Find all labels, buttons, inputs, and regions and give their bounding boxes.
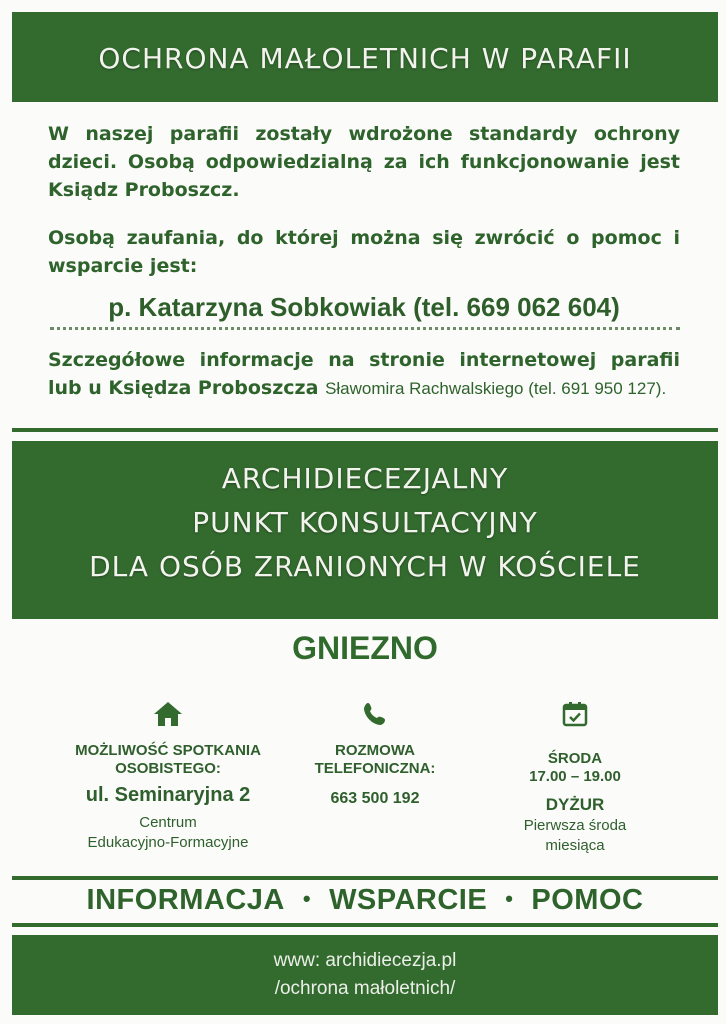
tagline-information: INFORMACJA <box>86 884 285 916</box>
trusted-person-contact: p. Katarzyna Sobkowiak (tel. 669 062 604) <box>108 292 620 322</box>
footer-website[interactable]: www: archidiecezja.pl <box>273 950 457 971</box>
meeting-place-line-2: Edukacyjno-Formacyjne <box>87 834 249 851</box>
section2-title-line-3: DLA OSÓB ZRANIONYCH W KOŚCIELE <box>89 550 641 583</box>
section2-title-line-1: ARCHIDIECEZJALNY <box>221 462 509 495</box>
tagline-separator: • <box>302 886 312 911</box>
footer-path: /ochrona małoletnich/ <box>274 978 456 999</box>
meeting-place-line-1: Centrum <box>139 814 197 831</box>
tagline-support: WSPARCIE <box>329 884 488 916</box>
meeting-column <box>52 700 284 853</box>
details-pastor-text: Sławomira Rachwalskiego (tel. 691 950 127). <box>325 379 667 398</box>
paragraph-details <box>48 346 680 403</box>
meeting-caption-line-2: OSOBISTEGO: <box>115 760 221 777</box>
duty-day: ŚRODA <box>547 750 603 767</box>
meeting-caption-line-1: MOŻLIWOŚĆ SPOTKANIA <box>75 742 261 759</box>
home-icon <box>152 700 184 728</box>
meeting-address: ul. Seminaryjna 2 <box>85 784 251 806</box>
paragraph-trusted-person: Osobą zaufania, do której można się zwrócić o pomoc i wsparcie jest: <box>48 227 680 277</box>
phone-icon <box>361 700 389 728</box>
details-bold-text: Szczegółowe informacje na stronie internetowej parafii lub u Księdza Proboszcza <box>48 349 680 399</box>
tagline <box>12 884 718 917</box>
phone-column <box>300 700 450 808</box>
duty-column <box>495 700 655 856</box>
tagline-bottom-rule <box>12 923 718 927</box>
duty-hours: 17.00 – 19.00 <box>529 768 621 785</box>
tagline-help: POMOC <box>531 884 644 916</box>
section1-title: OCHRONA MAŁOLETNICH W PARAFII <box>98 42 632 75</box>
dotted-divider <box>50 327 680 330</box>
footer-band <box>12 935 718 1015</box>
duty-note-line-1: Pierwsza środa <box>523 817 627 834</box>
tagline-top-rule <box>12 876 718 880</box>
section-divider <box>12 428 718 432</box>
city-heading: GNIEZNO <box>292 630 438 666</box>
duty-note-line-2: miesiąca <box>545 837 605 854</box>
phone-number: 663 500 192 <box>330 790 420 807</box>
phone-caption-line-2: TELEFONICZNA: <box>314 760 436 777</box>
phone-caption-line-1: ROZMOWA <box>335 742 415 759</box>
section2-title-band <box>12 441 718 619</box>
calendar-check-icon <box>561 700 589 728</box>
duty-label: DYŻUR <box>545 795 605 814</box>
section1-title-band <box>12 12 718 102</box>
section2-title-line-2: PUNKT KONSULTACYJNY <box>192 506 538 539</box>
paragraph-standards: W naszej parafii zostały wdrożone standardy ochrony dzieci. Osobą odpowiedzialną za ich funkcjonowanie jest Ksiądz Proboszcz. <box>48 123 680 201</box>
tagline-separator: • <box>505 886 514 911</box>
